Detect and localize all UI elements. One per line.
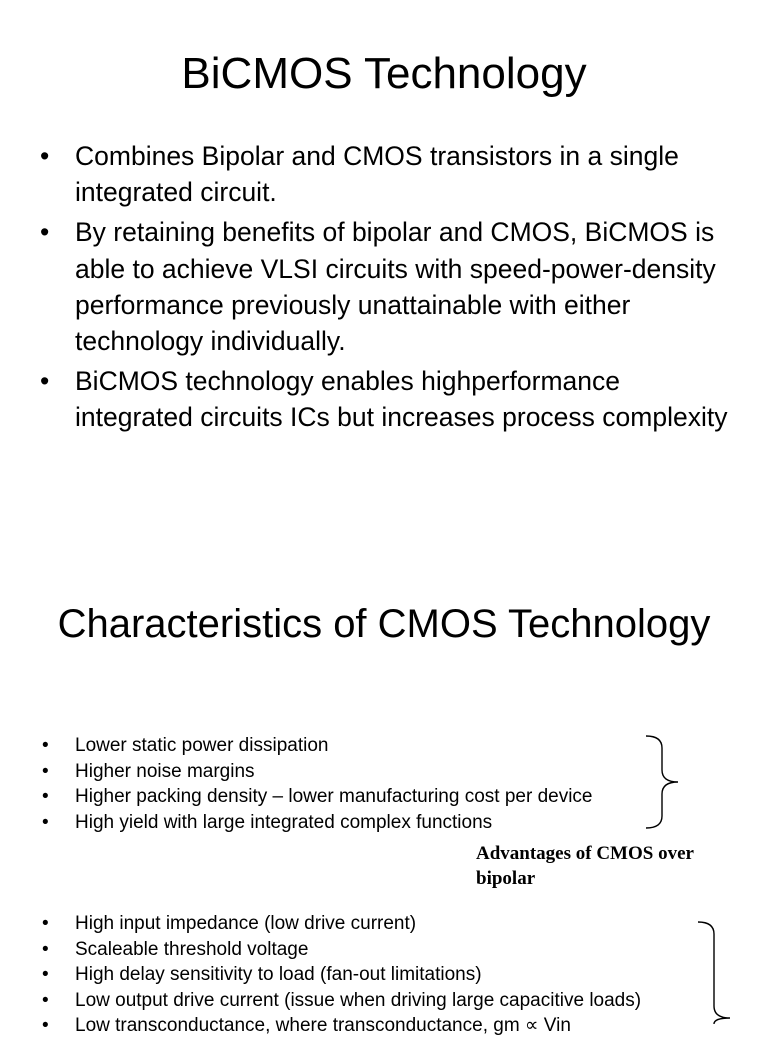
list-item-text: High yield with large integrated complex functions (75, 811, 493, 833)
list-item-text: Higher noise margins (75, 760, 255, 782)
curly-brace-icon (696, 920, 740, 1024)
bullet-icon: • (40, 366, 50, 397)
slide-title: BiCMOS Technology (181, 49, 587, 98)
list-item-text: BiCMOS technology enables highperformance integrated circuits ICs but increases process complexity (75, 366, 728, 433)
list-item (40, 214, 740, 359)
bullet-icon: • (42, 938, 49, 960)
list-item-text: Lower static power dissipation (75, 735, 329, 756)
bullet-icon: • (42, 735, 49, 756)
bullet-icon: • (40, 141, 50, 171)
bullet-icon: • (40, 217, 50, 248)
list-item (42, 784, 732, 810)
list-item-text: High input impedance (low drive current) (75, 913, 417, 934)
list-item (42, 937, 732, 963)
list-item (40, 363, 740, 435)
list-item-text: Higher packing density – lower manufacturing cost per device (75, 786, 593, 807)
advantages-caption: Advantages of CMOS over bipolar (476, 843, 694, 889)
bullet-icon: • (42, 786, 49, 807)
bullet-icon: • (42, 964, 49, 985)
slide-cmos-characteristics (0, 560, 768, 1036)
list-item (42, 1013, 732, 1039)
list-item-text: Combines Bipolar and CMOS transistors in a single integrated circuit. (75, 141, 679, 208)
list-item-text: High delay sensitivity to load (fan-out limitations) (75, 964, 482, 985)
list-item (42, 759, 732, 785)
list-item (42, 733, 732, 759)
list-item-text: By retaining benefits of bipolar and CMOS, BiCMOS is able to achieve VLSI circuits with speed-power-density performance previously unattainable with either technology individually. (75, 217, 716, 357)
curly-brace-icon (644, 734, 684, 830)
list-item-text: Low output drive current (issue when driving large capacitive loads) (75, 989, 642, 1011)
list-item (42, 962, 732, 988)
list-item-text: Low transconductance, where transconductance, gm ∝ Vin (75, 1015, 571, 1036)
bullet-icon: • (42, 811, 49, 833)
bullet-icon: • (42, 989, 49, 1011)
bullet-icon: • (42, 913, 49, 934)
advantages-list (42, 733, 732, 835)
list-item (40, 138, 740, 210)
disadvantages-list (42, 911, 732, 1039)
list-item (42, 911, 732, 937)
list-item (42, 810, 732, 836)
list-item-text: Scaleable threshold voltage (75, 938, 309, 960)
bullet-icon: • (42, 1015, 49, 1036)
bullet-list (40, 138, 740, 440)
list-item (42, 988, 732, 1014)
slide-title: Characteristics of CMOS Technology (57, 602, 711, 646)
bullet-icon: • (42, 760, 49, 782)
